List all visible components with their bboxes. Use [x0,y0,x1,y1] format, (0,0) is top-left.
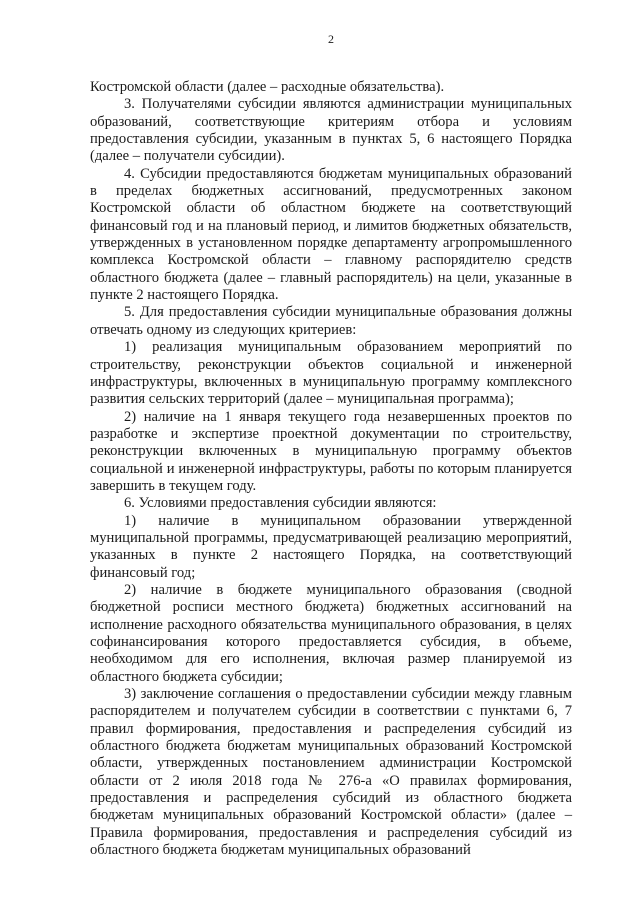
paragraph: 3) заключение соглашения о предоставлении субсидии между главным распорядителем и получателем субсидии в соответствии с пунктами 6, 7 правил формирования, предоставления и распределения субсидий из областного бюджета бюджетам муниципальных образований Костромской области, утвержденных постановлением администрации Костромской области от 2 июля 2018 года № 276-а «О правилах формирования, предоставления и распределения субсидий из областного бюджета бюджетам муниципальных образований Костромской области» (далее – Правила формирования, предоставления и распределения субсидий из областного бюджета бюджетам муниципальных образований [90,686,572,859]
paragraph: 5. Для предоставления субсидии муниципальные образования должны отвечать одному из следующих критериев: [90,304,572,338]
paragraph: 4. Субсидии предоставляются бюджетам муниципальных образований в пределах бюджетных ассигнований, предусмотренных законом Костромской области об областном бюджете на соответствующий финансовый год и на плановый период, и лимитов бюджетных обязательств, утвержденных в установленном порядке департаменту агропромышленного комплекса Костромской области – главному распорядителю средств областного бюджета (далее – главный распорядитель) на цели, указанные в пункте 2 настоящего Порядка. [90,165,572,304]
paragraph: 2) наличие в бюджете муниципального образования (сводной бюджетной росписи местного бюджета) бюджетных ассигнований на исполнение расходного обязательства муниципального образования, в целях софинансирования которого предоставляется субсидия, в объеме, необходимом для его исполнения, включая размер планируемой из областного бюджета субсидии; [90,581,572,685]
paragraph: 3. Получателями субсидии являются администрации муниципальных образований, соответствующие критериям отбора и условиям предоставления субсидии, указанным в пунктах 5, 6 настоящего Порядка (далее – получатели субсидии). [90,96,572,165]
page-number: 2 [328,32,334,46]
paragraph: 2) наличие на 1 января текущего года незавершенных проектов по разработке и экспертизе проектной документации по строительству, реконструкции включенных в муниципальную программу объектов социальной и инженерной инфраструктуры, работы по которым планируется завершить в текущем году. [90,408,572,494]
paragraph: 6. Условиями предоставления субсидии являются: [124,495,437,512]
paragraph: 1) реализация муниципальным образованием мероприятий по строительству, реконструкции объектов социальной и инженерной инфраструктуры, включенных в муниципальную программу комплексного развития сельских территорий (далее – муниципальная программа); [90,339,572,408]
document-body [90,79,572,859]
paragraph: 1) наличие в муниципальном образовании утвержденной муниципальной программы, предусматривающей реализацию мероприятий, указанных в пункте 2 настоящего Порядка, на соответствующий финансовый год; [90,512,572,581]
paragraph: Костромской области (далее – расходные обязательства). [90,79,445,95]
